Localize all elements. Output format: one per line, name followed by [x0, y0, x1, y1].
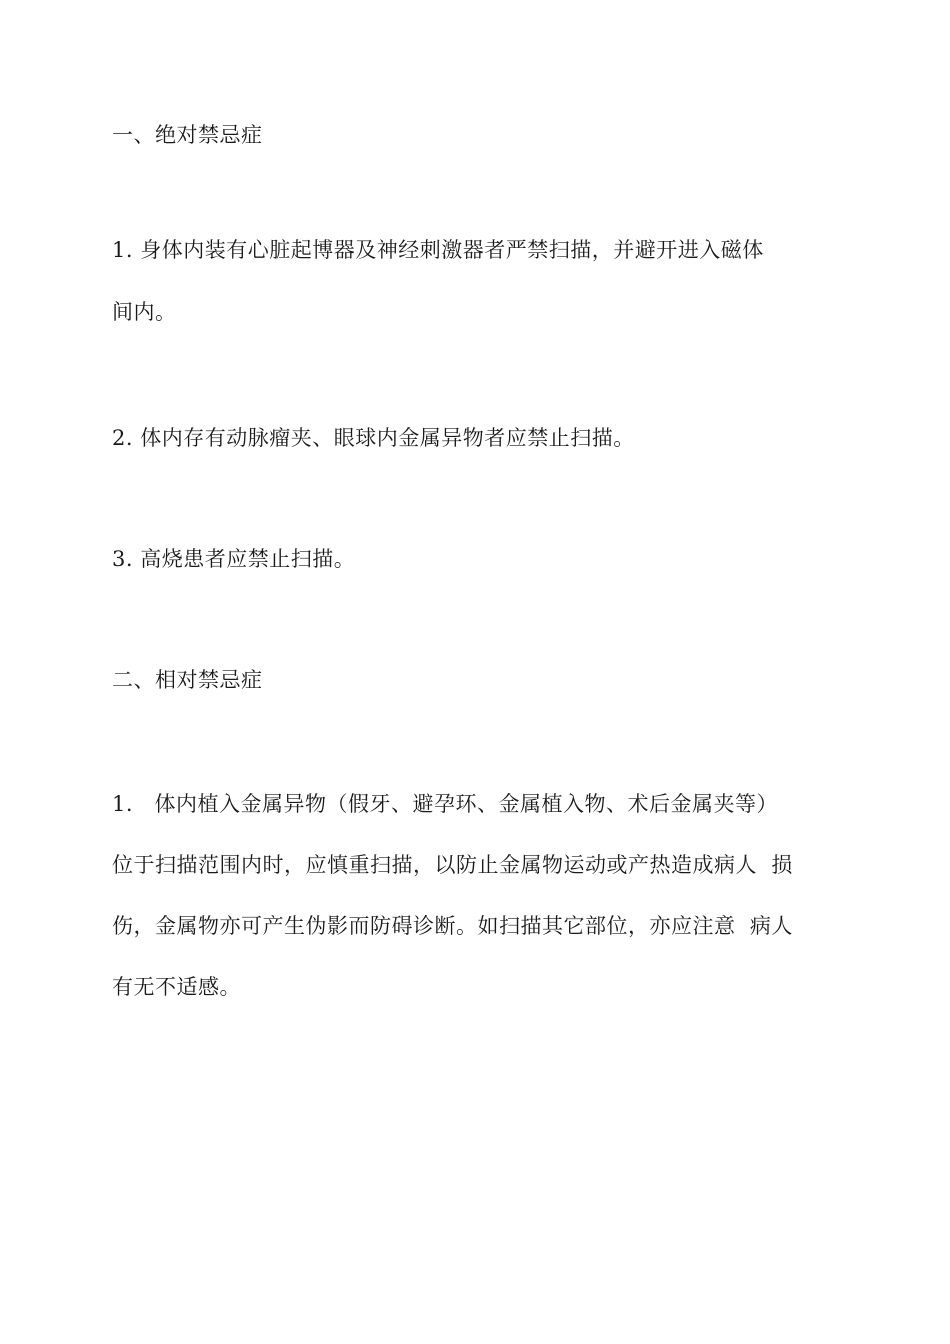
section-heading-absolute-contraindications: 一、绝对禁忌症 [112, 123, 263, 147]
absolute-item-1-line-1: 1. 身体内装有心脏起博器及神经刺激器者严禁扫描，并避开进入磁体 [112, 238, 764, 262]
section-heading-relative-contraindications: 二、相对禁忌症 [112, 668, 263, 692]
absolute-item-1-line-2: 间内。 [112, 300, 177, 324]
relative-item-1-line-1: 1. 体内植入金属异物（假牙、避孕环、金属植入物、术后金属夹等） [112, 792, 779, 816]
absolute-item-3: 3. 高烧患者应禁止扫描。 [112, 547, 356, 571]
absolute-item-2: 2. 体内存有动脉瘤夹、眼球内金属异物者应禁止扫描。 [112, 426, 635, 450]
relative-item-1-line-2: 位于扫描范围内时，应慎重扫描，以防止金属物运动或产热造成病人 损 [112, 853, 793, 877]
relative-item-1-line-4: 有无不适感。 [112, 975, 241, 999]
relative-item-1-line-3: 伤，金属物亦可产生伪影而防碍诊断。如扫描其它部位，亦应注意 病人 [112, 914, 793, 938]
